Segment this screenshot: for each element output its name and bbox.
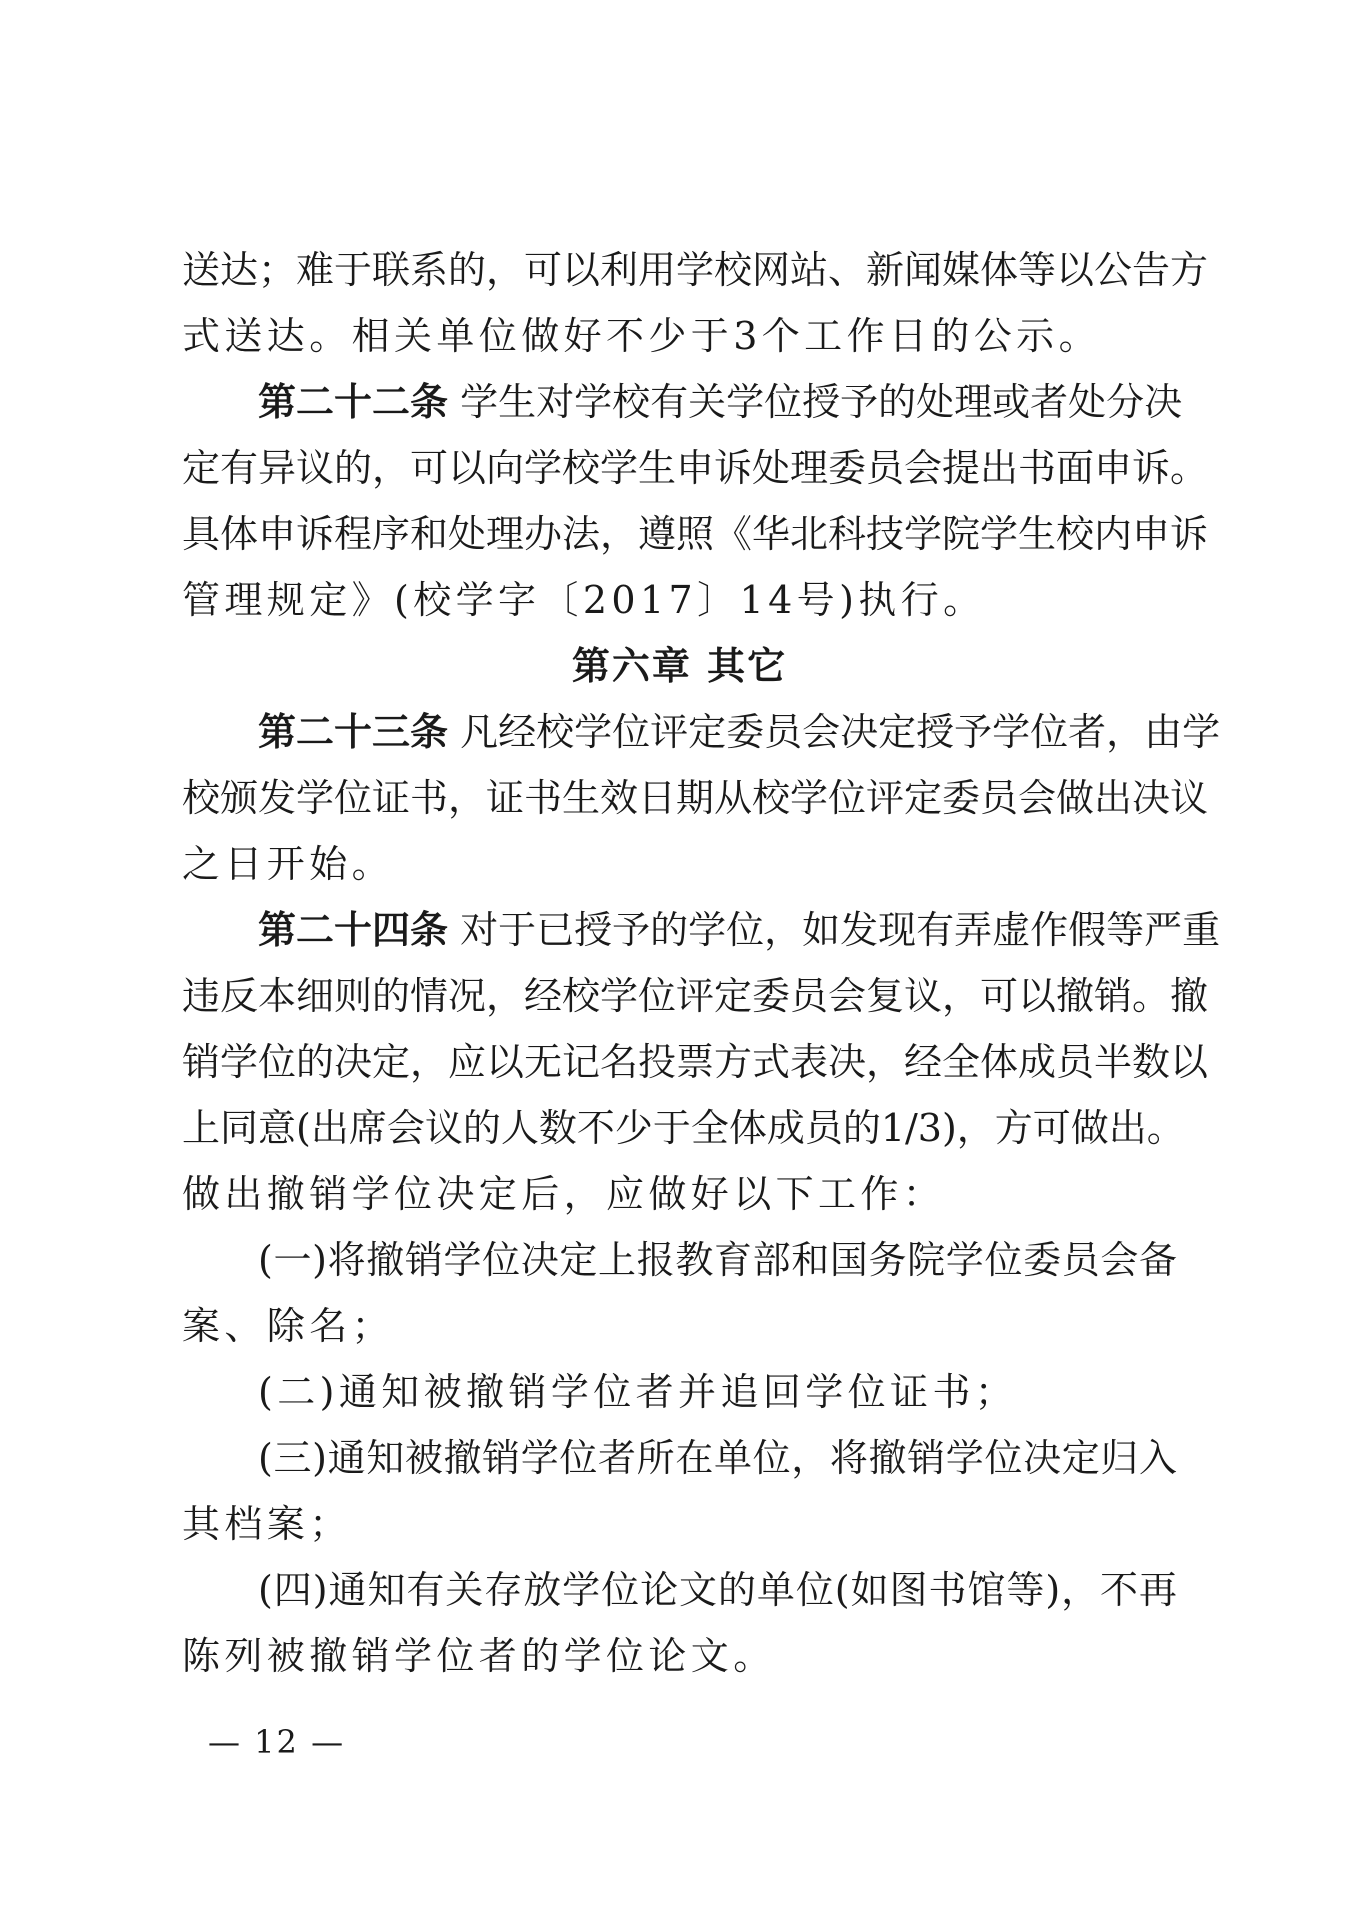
list-item-1-cont: 案、除名；: [182, 1304, 395, 1348]
text-line: 校颁发学位证书，证书生效日期从校学位评定委员会做出决议: [182, 776, 1209, 820]
article-23-title: 第二十三条: [258, 710, 449, 754]
page-number: — 12 —: [208, 1723, 346, 1761]
text-line: 违反本细则的情况，经校学位评定委员会复议，可以撤销。撤: [182, 974, 1209, 1018]
text-line: 上同意(出席会议的人数不少于全体成员的1/3)，方可做出。: [182, 1106, 1185, 1150]
list-item-1: (一)将撤销学位决定上报教育部和国务院学位委员会备: [258, 1238, 1177, 1282]
text-line: 式送达。相关单位做好不少于3个工作日的公示。: [182, 314, 1101, 358]
list-item-4: (四)通知有关存放学位论文的单位(如图书馆等)，不再: [258, 1568, 1177, 1612]
text-line: 之日开始。: [182, 842, 395, 886]
article-22-text: 学生对学校有关学位授予的处理或者处分决: [448, 380, 1183, 424]
text-line: 做出撤销学位决定后，应做好以下工作：: [182, 1172, 946, 1216]
text-line: 定有异议的，可以向学校学生申诉处理委员会提出书面申诉。: [182, 446, 1209, 490]
article-24-title: 第二十四条: [258, 908, 449, 952]
article-22-title: 第二十二条: [258, 380, 449, 424]
article-23-first-line: [258, 708, 1221, 756]
list-item-2: (二)通知被撤销学位者并追回学位证书；: [258, 1370, 1018, 1414]
article-24-first-line: [258, 906, 1221, 954]
text-line: 具体申诉程序和处理办法，遵照《华北科技学院学生校内申诉: [182, 512, 1209, 556]
list-item-3: (三)通知被撤销学位者所在单位，将撤销学位决定归入: [258, 1436, 1177, 1480]
article-24-text: 对于已授予的学位，如发现有弄虚作假等严重: [448, 908, 1221, 952]
list-item-4-cont: 陈列被撤销学位者的学位论文。: [182, 1634, 776, 1678]
text-line: 管理规定》(校学字〔2017〕14号)执行。: [182, 578, 986, 622]
text-line: 送达；难于联系的，可以利用学校网站、新闻媒体等以公告方: [182, 248, 1209, 292]
text-line: 销学位的决定，应以无记名投票方式表决，经全体成员半数以: [182, 1040, 1209, 1084]
chapter-heading: 第六章 其它: [571, 644, 788, 688]
list-item-3-cont: 其档案；: [182, 1502, 352, 1546]
article-22-first-line: [258, 378, 1183, 426]
article-23-text: 凡经校学位评定委员会决定授予学位者，由学: [448, 710, 1221, 754]
